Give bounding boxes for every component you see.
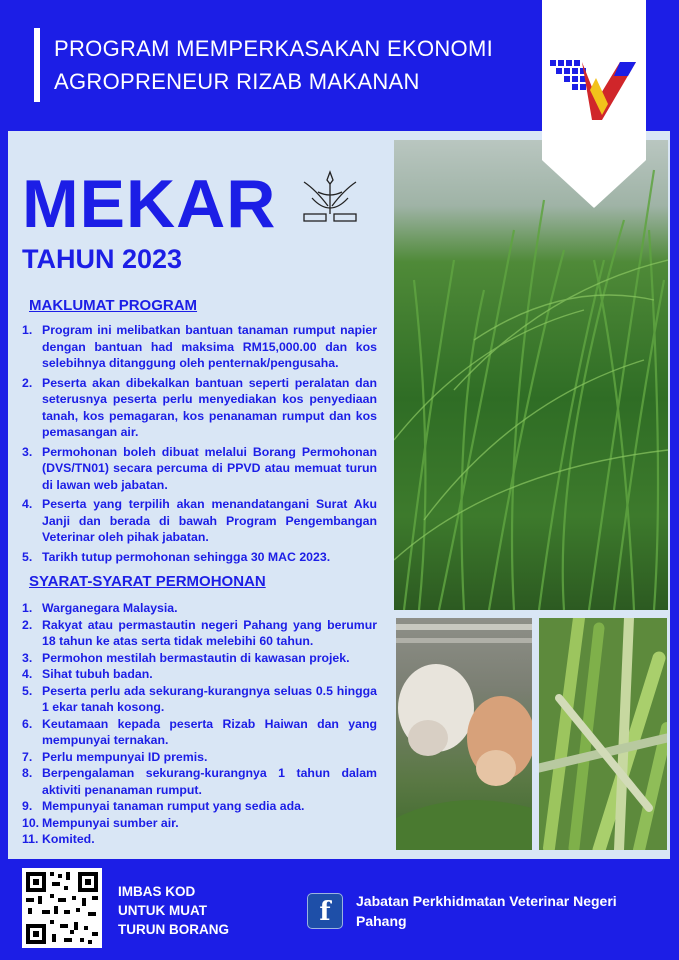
list-item-text: Komited. — [42, 832, 95, 846]
list-item — [22, 617, 377, 650]
list-item — [22, 496, 377, 546]
dvs-logo-icon — [542, 0, 646, 150]
list-item — [22, 650, 377, 667]
list-item-text: Perlu mempunyai ID premis. — [42, 749, 208, 764]
list-item-text: Peserta akan dibekalkan bantuan seperti peralatan dan seterusnya peserta perlu menyediakan kos penyediaan tanah, kos pemagaran, kos penanaman rumput dan kos pemasangan air. — [42, 375, 377, 439]
facebook-line2: Pahang — [356, 913, 407, 929]
list-item-number: 11. — [22, 832, 39, 846]
qr-code[interactable] — [22, 868, 102, 948]
list-item — [22, 549, 377, 566]
list-item-number: 4. — [22, 497, 33, 511]
list-item-number: 2. — [22, 375, 33, 390]
list-item-text: Mempunyai sumber air. — [42, 815, 179, 830]
list-item — [22, 815, 377, 832]
grass-blades-graphic — [394, 140, 668, 610]
list-item-text: Tarikh tutup permohonan sehingga 30 MAC 2023. — [42, 549, 331, 564]
list-item-number: 6. — [22, 716, 33, 731]
list-item-number: 10. — [22, 815, 40, 830]
list-item-text: Berpengalaman sekurang-kurangnya 1 tahun dalam aktiviti penanaman rumput. — [42, 766, 377, 797]
pahang-crest-icon — [298, 168, 362, 230]
scan-line2: UNTUK MUAT — [118, 903, 207, 918]
list-item — [22, 765, 377, 798]
list-item-number: 5. — [22, 549, 33, 564]
syarat-permohonan-heading: SYARAT-SYARAT PERMOHONAN — [29, 573, 266, 590]
napier-stalks-photo — [539, 618, 667, 850]
list-item — [22, 831, 377, 848]
list-item-text: Sihat tubuh badan. — [42, 667, 153, 681]
list-item-text: Permohon mestilah bermastautin di kawasan projek. — [42, 650, 350, 665]
list-item — [22, 683, 377, 716]
list-item-number: 5. — [22, 683, 33, 698]
list-item-text: Rakyat atau permastautin negeri Pahang yang berumur 18 tahun ke atas serta tidak melebihi 60 tahun. — [42, 617, 377, 648]
list-item — [22, 375, 377, 441]
list-item — [22, 749, 377, 766]
list-item-number: 3. — [22, 650, 33, 665]
maklumat-program-list — [22, 322, 377, 565]
list-item — [22, 444, 377, 494]
list-item-number: 1. — [22, 323, 33, 337]
list-item-number: 1. — [22, 601, 33, 615]
list-item — [22, 666, 377, 683]
list-item — [22, 600, 377, 617]
cattle-photo — [396, 618, 532, 850]
list-item — [22, 322, 377, 372]
program-year: TAHUN 2023 — [22, 244, 183, 274]
list-item-text: Mempunyai tanaman rumput yang sedia ada. — [42, 799, 305, 813]
list-item-number: 2. — [22, 617, 33, 632]
list-item-text: Warganegara Malaysia. — [42, 601, 178, 615]
stalks-graphic — [539, 618, 667, 850]
header-title-line1: PROGRAM MEMPERKASAKAN EKONOMI — [54, 36, 493, 61]
header-title — [54, 32, 493, 98]
list-item — [22, 798, 377, 815]
list-item-number: 4. — [22, 667, 33, 681]
list-item-number: 9. — [22, 799, 33, 813]
cattle-graphic — [396, 618, 532, 850]
facebook-icon[interactable]: f — [307, 893, 343, 929]
list-item-text: Permohonan boleh dibuat melalui Borang Permohonan (DVS/TN01) secara percuma di PPVD atau memuat turun di lawan web jabatan. — [42, 444, 377, 492]
maklumat-program-heading: MAKLUMAT PROGRAM — [29, 297, 198, 314]
list-item-text: Peserta yang terpilih akan menandatangani Surat Aku Janji dan berada di bawah Program Pengembangan Veterinar oleh pihak jabatan. — [42, 497, 377, 544]
syarat-permohonan-list — [22, 600, 377, 848]
facebook-line1: Jabatan Perkhidmatan Veterinar Negeri — [356, 893, 617, 909]
facebook-page-name[interactable] — [356, 891, 656, 931]
header-accent-bar — [34, 28, 40, 102]
list-item-number: 7. — [22, 749, 33, 764]
qr-code-icon — [22, 868, 102, 948]
list-item-text: Keutamaan kepada peserta Rizab Haiwan dan yang mempunyai ternakan. — [42, 716, 377, 747]
scan-line1: IMBAS KOD — [118, 884, 196, 899]
list-item-number: 3. — [22, 444, 33, 459]
header-title-line2: AGROPRENEUR RIZAB MAKANAN — [54, 69, 420, 94]
scan-line3: TURUN BORANG — [118, 922, 229, 937]
list-item — [22, 716, 377, 749]
program-name: MEKAR — [22, 166, 277, 242]
list-item-text: Peserta perlu ada sekurang-kurangnya seluas 0.5 hingga 1 ekar tanah kosong. — [42, 683, 377, 714]
scan-instruction — [118, 882, 229, 939]
napier-grass-photo — [394, 140, 668, 610]
list-item-text: Program ini melibatkan bantuan tanaman rumput napier dengan bantuan had maksima RM15,000.00 dan kos selebihnya ditanggung oleh penternak/pengusaha. — [42, 323, 377, 370]
list-item-number: 8. — [22, 766, 33, 780]
